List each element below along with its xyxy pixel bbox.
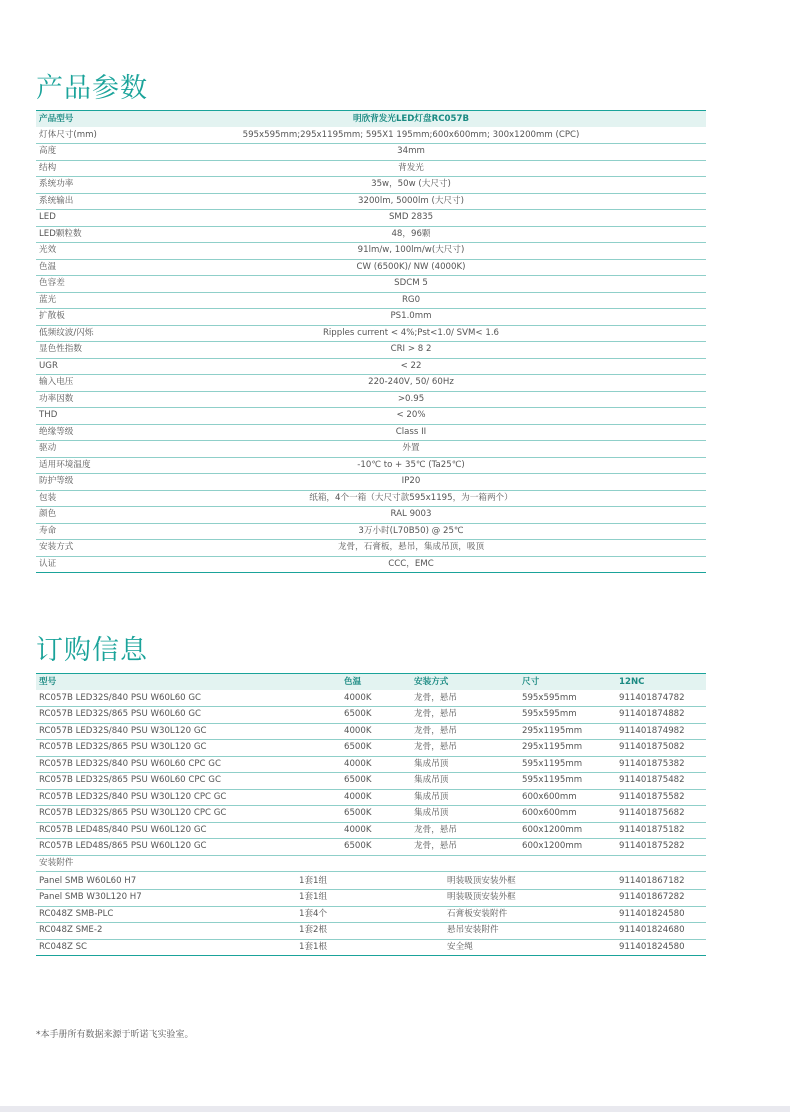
accessory-desc: 悬吊安装附件 bbox=[444, 923, 616, 940]
spec-row bbox=[36, 342, 706, 359]
accessory-row bbox=[36, 923, 706, 940]
spec-spacer bbox=[656, 391, 706, 408]
spec-spacer bbox=[656, 358, 706, 375]
spec-value: 220-240V, 50/ 60Hz bbox=[166, 375, 656, 392]
order-section-title: 订购信息 bbox=[36, 635, 148, 666]
accessories-label: 安装附件 bbox=[36, 855, 706, 872]
order-mounting: 龙骨，悬吊 bbox=[411, 707, 519, 724]
spec-row bbox=[36, 243, 706, 260]
order-cct: 4000K bbox=[341, 723, 411, 740]
order-mounting: 龙骨，悬吊 bbox=[411, 740, 519, 757]
accessory-qty: 1套1组 bbox=[296, 890, 444, 907]
spec-label: 显色性指数 bbox=[36, 342, 166, 359]
spec-value: PS1.0mm bbox=[166, 309, 656, 326]
spec-value: CRI > 8 2 bbox=[166, 342, 656, 359]
accessory-12nc: 911401824580 bbox=[616, 906, 706, 923]
spec-label: 输入电压 bbox=[36, 375, 166, 392]
spec-value: CCC，EMC bbox=[166, 556, 656, 573]
order-cct: 6500K bbox=[341, 740, 411, 757]
spec-label: 色温 bbox=[36, 259, 166, 276]
spec-spacer bbox=[656, 309, 706, 326]
order-size: 595x1195mm bbox=[519, 773, 616, 790]
order-table bbox=[36, 673, 706, 872]
spec-label: 低频纹波/闪烁 bbox=[36, 325, 166, 342]
accessory-qty: 1套1根 bbox=[296, 939, 444, 956]
order-cct: 6500K bbox=[341, 773, 411, 790]
spec-label: 安装方式 bbox=[36, 540, 166, 557]
spec-row bbox=[36, 144, 706, 161]
spec-label: 扩散板 bbox=[36, 309, 166, 326]
accessory-12nc: 911401824580 bbox=[616, 939, 706, 956]
spec-row bbox=[36, 457, 706, 474]
order-row bbox=[36, 723, 706, 740]
spec-value: < 20% bbox=[166, 408, 656, 425]
order-cct: 4000K bbox=[341, 690, 411, 707]
order-body bbox=[36, 690, 706, 872]
spec-row bbox=[36, 259, 706, 276]
order-cct: 6500K bbox=[341, 806, 411, 823]
order-header-mounting: 安装方式 bbox=[411, 674, 519, 691]
spec-header-label: 产品型号 bbox=[36, 111, 166, 128]
order-size: 595x595mm bbox=[519, 707, 616, 724]
order-cct: 6500K bbox=[341, 839, 411, 856]
spec-label: LED颗粒数 bbox=[36, 226, 166, 243]
spec-value: 外置 bbox=[166, 441, 656, 458]
spec-spacer bbox=[656, 556, 706, 573]
order-mounting: 集成吊顶 bbox=[411, 756, 519, 773]
spec-value: RG0 bbox=[166, 292, 656, 309]
order-size: 600x1200mm bbox=[519, 839, 616, 856]
spec-label: 系统输出 bbox=[36, 193, 166, 210]
order-row bbox=[36, 789, 706, 806]
spec-body bbox=[36, 127, 706, 573]
spec-label: 色容差 bbox=[36, 276, 166, 293]
accessories-label-row bbox=[36, 855, 706, 872]
spec-value: IP20 bbox=[166, 474, 656, 491]
accessory-model: Panel SMB W30L120 H7 bbox=[36, 890, 296, 907]
spec-spacer bbox=[656, 424, 706, 441]
order-12nc: 911401875382 bbox=[616, 756, 706, 773]
order-size: 600x1200mm bbox=[519, 822, 616, 839]
accessory-row bbox=[36, 939, 706, 956]
order-12nc: 911401875482 bbox=[616, 773, 706, 790]
order-cct: 4000K bbox=[341, 756, 411, 773]
accessory-12nc: 911401867182 bbox=[616, 873, 706, 890]
spec-header-spacer bbox=[656, 111, 706, 128]
specs-section-title: 产品参数 bbox=[36, 73, 148, 104]
spec-value: RAL 9003 bbox=[166, 507, 656, 524]
order-12nc: 911401874882 bbox=[616, 707, 706, 724]
spec-label: 光效 bbox=[36, 243, 166, 260]
accessory-row bbox=[36, 873, 706, 890]
order-size: 595x595mm bbox=[519, 690, 616, 707]
accessory-desc: 明装吸顶安装外框 bbox=[444, 873, 616, 890]
spec-row bbox=[36, 441, 706, 458]
spec-row bbox=[36, 375, 706, 392]
spec-row bbox=[36, 556, 706, 573]
spec-value: 34mm bbox=[166, 144, 656, 161]
spec-label: 驱动 bbox=[36, 441, 166, 458]
order-12nc: 911401875082 bbox=[616, 740, 706, 757]
order-model: RC057B LED32S/865 PSU W60L60 CPC GC bbox=[36, 773, 341, 790]
spec-row bbox=[36, 127, 706, 144]
spec-value: 91lm/w, 100lm/w(大尺寸) bbox=[166, 243, 656, 260]
order-mounting: 集成吊顶 bbox=[411, 789, 519, 806]
footnote: *本手册所有数据来源于昕诺飞实验室。 bbox=[36, 1030, 194, 1040]
spec-spacer bbox=[656, 276, 706, 293]
spec-table bbox=[36, 110, 706, 573]
spec-label: LED bbox=[36, 210, 166, 227]
spec-spacer bbox=[656, 193, 706, 210]
spec-row bbox=[36, 160, 706, 177]
spec-value: SMD 2835 bbox=[166, 210, 656, 227]
spec-spacer bbox=[656, 325, 706, 342]
accessory-model: RC048Z SME-2 bbox=[36, 923, 296, 940]
spec-row bbox=[36, 523, 706, 540]
order-cct: 4000K bbox=[341, 822, 411, 839]
spec-spacer bbox=[656, 127, 706, 144]
spec-spacer bbox=[656, 507, 706, 524]
accessory-qty: 1套1组 bbox=[296, 873, 444, 890]
spec-row bbox=[36, 408, 706, 425]
order-row bbox=[36, 822, 706, 839]
spec-value: CW (6500K)/ NW (4000K) bbox=[166, 259, 656, 276]
spec-row bbox=[36, 358, 706, 375]
order-model: RC057B LED48S/865 PSU W60L120 GC bbox=[36, 839, 341, 856]
accessory-qty: 1套4个 bbox=[296, 906, 444, 923]
spec-label: 系统功率 bbox=[36, 177, 166, 194]
order-header-12nc: 12NC bbox=[616, 674, 706, 691]
spec-row bbox=[36, 276, 706, 293]
order-row bbox=[36, 707, 706, 724]
spec-label: 寿命 bbox=[36, 523, 166, 540]
spec-label: 灯体尺寸(mm) bbox=[36, 127, 166, 144]
order-size: 595x1195mm bbox=[519, 756, 616, 773]
order-header-cct: 色温 bbox=[341, 674, 411, 691]
spec-value: Class II bbox=[166, 424, 656, 441]
order-row bbox=[36, 690, 706, 707]
order-mounting: 龙骨，悬吊 bbox=[411, 839, 519, 856]
accessory-12nc: 911401867282 bbox=[616, 890, 706, 907]
spec-row bbox=[36, 177, 706, 194]
order-model: RC057B LED32S/865 PSU W30L120 CPC GC bbox=[36, 806, 341, 823]
order-mounting: 集成吊顶 bbox=[411, 806, 519, 823]
spec-spacer bbox=[656, 342, 706, 359]
spec-row bbox=[36, 226, 706, 243]
spec-value: 35w，50w (大尺寸) bbox=[166, 177, 656, 194]
order-header-model: 型号 bbox=[36, 674, 341, 691]
spec-label: UGR bbox=[36, 358, 166, 375]
accessory-model: RC048Z SMB-PLC bbox=[36, 906, 296, 923]
order-cct: 4000K bbox=[341, 789, 411, 806]
order-12nc: 911401875182 bbox=[616, 822, 706, 839]
spec-value: SDCM 5 bbox=[166, 276, 656, 293]
order-mounting: 龙骨，悬吊 bbox=[411, 822, 519, 839]
page-bottom-bar bbox=[0, 1106, 790, 1112]
order-size: 295x1195mm bbox=[519, 740, 616, 757]
spec-row bbox=[36, 540, 706, 557]
spec-row bbox=[36, 391, 706, 408]
order-mounting: 龙骨，悬吊 bbox=[411, 723, 519, 740]
spec-row bbox=[36, 507, 706, 524]
spec-spacer bbox=[656, 243, 706, 260]
spec-spacer bbox=[656, 210, 706, 227]
spec-row bbox=[36, 474, 706, 491]
spec-row bbox=[36, 210, 706, 227]
order-size: 600x600mm bbox=[519, 806, 616, 823]
order-model: RC057B LED32S/865 PSU W30L120 GC bbox=[36, 740, 341, 757]
order-mounting: 集成吊顶 bbox=[411, 773, 519, 790]
accessory-model: Panel SMB W60L60 H7 bbox=[36, 873, 296, 890]
spec-value: 3万小时(L70B50) @ 25℃ bbox=[166, 523, 656, 540]
spec-spacer bbox=[656, 375, 706, 392]
spec-value: 背发光 bbox=[166, 160, 656, 177]
accessories-body bbox=[36, 873, 706, 956]
order-header-size: 尺寸 bbox=[519, 674, 616, 691]
order-model: RC057B LED32S/840 PSU W60L60 CPC GC bbox=[36, 756, 341, 773]
spec-row bbox=[36, 424, 706, 441]
order-model: RC057B LED48S/840 PSU W60L120 GC bbox=[36, 822, 341, 839]
order-row bbox=[36, 839, 706, 856]
order-row bbox=[36, 773, 706, 790]
order-header-row bbox=[36, 674, 706, 691]
spec-spacer bbox=[656, 457, 706, 474]
accessory-row bbox=[36, 906, 706, 923]
spec-value: 3200lm, 5000lm (大尺寸) bbox=[166, 193, 656, 210]
order-size: 600x600mm bbox=[519, 789, 616, 806]
spec-spacer bbox=[656, 523, 706, 540]
spec-label: 结构 bbox=[36, 160, 166, 177]
order-model: RC057B LED32S/865 PSU W60L60 GC bbox=[36, 707, 341, 724]
spec-row bbox=[36, 292, 706, 309]
spec-label: 适用环境温度 bbox=[36, 457, 166, 474]
order-mounting: 龙骨，悬吊 bbox=[411, 690, 519, 707]
spec-spacer bbox=[656, 490, 706, 507]
spec-label: 包装 bbox=[36, 490, 166, 507]
spec-value: 595x595mm;295x1195mm; 595X1 195mm;600x600mm; 300x1200mm (CPC) bbox=[166, 127, 656, 144]
accessory-desc: 安全绳 bbox=[444, 939, 616, 956]
spec-value: -10℃ to + 35℃ (Ta25℃) bbox=[166, 457, 656, 474]
spec-label: 颜色 bbox=[36, 507, 166, 524]
spec-row bbox=[36, 325, 706, 342]
spec-spacer bbox=[656, 540, 706, 557]
order-model: RC057B LED32S/840 PSU W60L60 GC bbox=[36, 690, 341, 707]
spec-spacer bbox=[656, 177, 706, 194]
spec-value: 纸箱，4个一箱（大尺寸款595x1195，为一箱两个） bbox=[166, 490, 656, 507]
spec-value: Ripples current < 4%;Pst<1.0/ SVM< 1.6 bbox=[166, 325, 656, 342]
spec-row bbox=[36, 490, 706, 507]
order-model: RC057B LED32S/840 PSU W30L120 CPC GC bbox=[36, 789, 341, 806]
spec-spacer bbox=[656, 292, 706, 309]
spec-spacer bbox=[656, 259, 706, 276]
spec-label: 认证 bbox=[36, 556, 166, 573]
order-row bbox=[36, 740, 706, 757]
accessory-model: RC048Z SC bbox=[36, 939, 296, 956]
accessory-row bbox=[36, 890, 706, 907]
spec-label: 防护等级 bbox=[36, 474, 166, 491]
spec-spacer bbox=[656, 474, 706, 491]
order-row bbox=[36, 806, 706, 823]
spec-label: 高度 bbox=[36, 144, 166, 161]
order-12nc: 911401874782 bbox=[616, 690, 706, 707]
order-size: 295x1195mm bbox=[519, 723, 616, 740]
spec-value: < 22 bbox=[166, 358, 656, 375]
spec-label: THD bbox=[36, 408, 166, 425]
order-12nc: 911401875282 bbox=[616, 839, 706, 856]
order-12nc: 911401875582 bbox=[616, 789, 706, 806]
accessory-qty: 1套2根 bbox=[296, 923, 444, 940]
spec-spacer bbox=[656, 441, 706, 458]
spec-header-value: 明欣背发光LED灯盘RC057B bbox=[166, 111, 656, 128]
spec-label: 功率因数 bbox=[36, 391, 166, 408]
spec-spacer bbox=[656, 408, 706, 425]
spec-spacer bbox=[656, 144, 706, 161]
spec-row bbox=[36, 309, 706, 326]
spec-spacer bbox=[656, 160, 706, 177]
order-row bbox=[36, 756, 706, 773]
spec-value: >0.95 bbox=[166, 391, 656, 408]
spec-row bbox=[36, 193, 706, 210]
order-12nc: 911401875682 bbox=[616, 806, 706, 823]
order-12nc: 911401874982 bbox=[616, 723, 706, 740]
spec-header-row bbox=[36, 111, 706, 128]
spec-value: 龙骨，石膏板，悬吊，集成吊顶，吸顶 bbox=[166, 540, 656, 557]
spec-value: 48，96颗 bbox=[166, 226, 656, 243]
spec-label: 绝缘等级 bbox=[36, 424, 166, 441]
accessories-table bbox=[36, 873, 706, 956]
order-cct: 6500K bbox=[341, 707, 411, 724]
accessory-desc: 明装吸顶安装外框 bbox=[444, 890, 616, 907]
accessory-12nc: 911401824680 bbox=[616, 923, 706, 940]
spec-label: 蓝光 bbox=[36, 292, 166, 309]
order-model: RC057B LED32S/840 PSU W30L120 GC bbox=[36, 723, 341, 740]
accessory-desc: 石膏板安装附件 bbox=[444, 906, 616, 923]
spec-spacer bbox=[656, 226, 706, 243]
